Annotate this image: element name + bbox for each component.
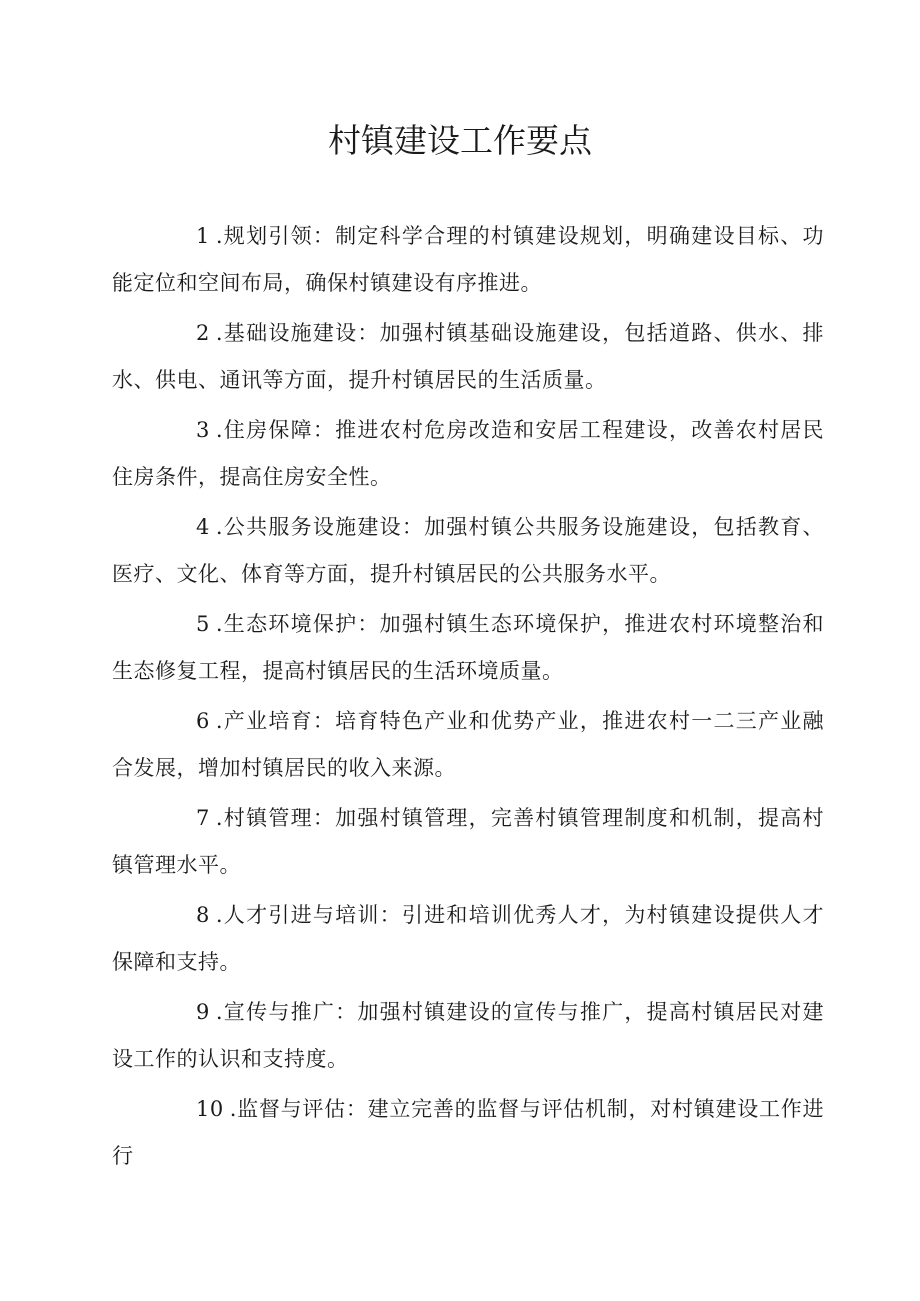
item-text: .住房保障：推进农村危房改造和安居工程建设，改善农村居民住房条件，提高住房安全性。 xyxy=(112,418,824,489)
item-text: .宣传与推广：加强村镇建设的宣传与推广，提高村镇居民对建设工作的认识和支持度。 xyxy=(112,1000,824,1071)
item-number: 9 xyxy=(196,1000,210,1024)
list-item-4 xyxy=(112,504,824,598)
item-text: .生态环境保护：加强村镇生态环境保护，推进农村环境整治和生态修复工程，提高村镇居民的生活环境质量。 xyxy=(112,612,824,683)
list-item-7 xyxy=(112,795,824,889)
item-text: .公共服务设施建设：加强村镇公共服务设施建设，包括教育、医疗、文化、体育等方面，提升村镇居民的公共服务水平。 xyxy=(112,515,824,586)
list-item-2 xyxy=(112,310,824,404)
item-number: 1 xyxy=(196,224,210,248)
item-number: 8 xyxy=(196,903,210,927)
item-number: 5 xyxy=(196,612,210,636)
list-item-6 xyxy=(112,698,824,792)
item-number: 6 xyxy=(196,709,210,733)
item-number: 7 xyxy=(196,806,210,830)
list-item-3 xyxy=(112,407,824,501)
list-item-9 xyxy=(112,989,824,1083)
list-item-10 xyxy=(112,1086,824,1180)
item-text: .规划引领：制定科学合理的村镇建设规划，明确建设目标、功能定位和空间布局，确保村镇建设有序推进。 xyxy=(112,224,824,295)
list-item-8 xyxy=(112,892,824,986)
item-text: .产业培育：培育特色产业和优势产业，推进农村一二三产业融合发展，增加村镇居民的收入来源。 xyxy=(112,709,824,780)
item-number: 3 xyxy=(196,418,210,442)
list-item-5 xyxy=(112,601,824,695)
item-number: 10 xyxy=(196,1097,224,1121)
item-text: .基础设施建设：加强村镇基础设施建设，包括道路、供水、排水、供电、通讯等方面，提升村镇居民的生活质量。 xyxy=(112,321,824,392)
page-title: 村镇建设工作要点 xyxy=(328,121,592,160)
item-number: 4 xyxy=(196,515,210,539)
item-text: .人才引进与培训：引进和培训优秀人才，为村镇建设提供人才保障和支持。 xyxy=(112,903,824,974)
list-item-1 xyxy=(112,213,824,307)
item-text: .村镇管理：加强村镇管理，完善村镇管理制度和机制，提高村镇管理水平。 xyxy=(112,806,824,877)
item-number: 2 xyxy=(196,321,210,345)
item-text: .监督与评估：建立完善的监督与评估机制，对村镇建设工作进行 xyxy=(112,1097,824,1168)
